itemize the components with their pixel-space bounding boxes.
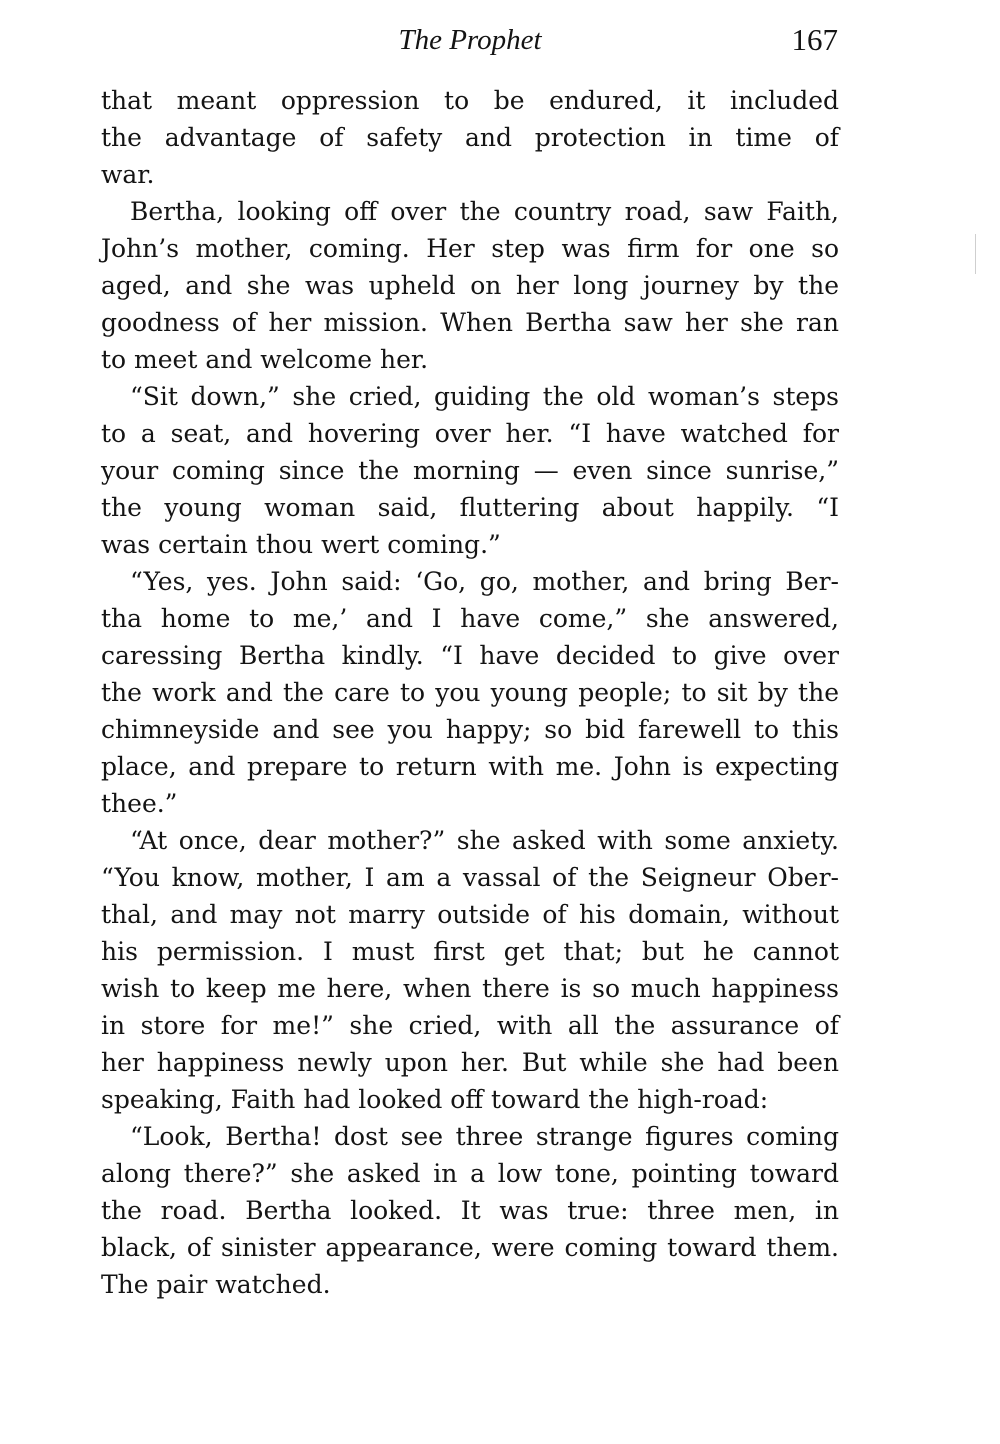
text-line: to a seat, and hovering over her. “I have watched for <box>101 419 839 448</box>
text-line: caressing Bertha kindly. “I have decided to give over <box>101 641 839 670</box>
text-line: that meant oppression to be endured, it included <box>101 86 839 115</box>
text-line: “You know, mother, I am a vassal of the Seigneur Ober- <box>101 863 839 892</box>
text-line: the work and the care to you young people; to sit by the <box>101 678 839 707</box>
text-line: aged, and she was upheld on her long journey by the <box>101 271 839 300</box>
body-text <box>101 82 839 1303</box>
text-line: the advantage of safety and protection in time of <box>101 123 839 152</box>
text-line: speaking, Faith had looked off toward the high-road: <box>101 1085 769 1114</box>
running-title: The Prophet <box>398 24 542 56</box>
text-line: the young woman said, fluttering about happily. “I <box>101 493 839 522</box>
scan-margin-mark <box>975 234 976 274</box>
running-head <box>100 18 840 62</box>
text-line: black, of sinister appearance, were coming toward them. <box>101 1233 839 1262</box>
text-line: tha home to me,’ and I have come,” she answered, <box>101 604 839 633</box>
text-line: “Look, Bertha! dost see three strange figures coming <box>130 1122 839 1151</box>
text-line: war. <box>101 160 155 189</box>
text-line: The pair watched. <box>101 1270 331 1299</box>
text-line: goodness of her mission. When Bertha saw her she ran <box>101 308 839 337</box>
text-line: to meet and welcome her. <box>101 345 429 374</box>
text-line: thal, and may not marry outside of his domain, without <box>101 900 839 929</box>
text-line: “At once, dear mother?” she asked with some anxiety. <box>130 826 839 855</box>
text-line: thee.” <box>101 789 178 818</box>
text-line: “Sit down,” she cried, guiding the old woman’s steps <box>130 382 839 411</box>
text-line: along there?” she asked in a low tone, pointing toward <box>101 1159 839 1188</box>
text-line: Bertha, looking off over the country road, saw Faith, <box>130 197 839 226</box>
text-line: chimneyside and see you happy; so bid farewell to this <box>101 715 839 744</box>
text-line: John’s mother, coming. Her step was firm for one so <box>101 234 839 263</box>
text-line: in store for me!” she cried, with all the assurance of <box>101 1011 839 1040</box>
text-line: “Yes, yes. John said: ‘Go, go, mother, and bring Ber- <box>130 567 839 596</box>
text-line: his permission. I must first get that; but he cannot <box>101 937 839 966</box>
text-line: your coming since the morning — even since sunrise,” <box>101 456 839 485</box>
text-line: her happiness newly upon her. But while she had been <box>101 1048 839 1077</box>
text-line: the road. Bertha looked. It was true: three men, in <box>101 1196 839 1225</box>
text-line: place, and prepare to return with me. John is expecting <box>101 752 839 781</box>
page-number: 167 <box>791 22 838 57</box>
text-line: was certain thou wert coming.” <box>101 530 501 559</box>
text-line: wish to keep me here, when there is so much happiness <box>101 974 839 1003</box>
